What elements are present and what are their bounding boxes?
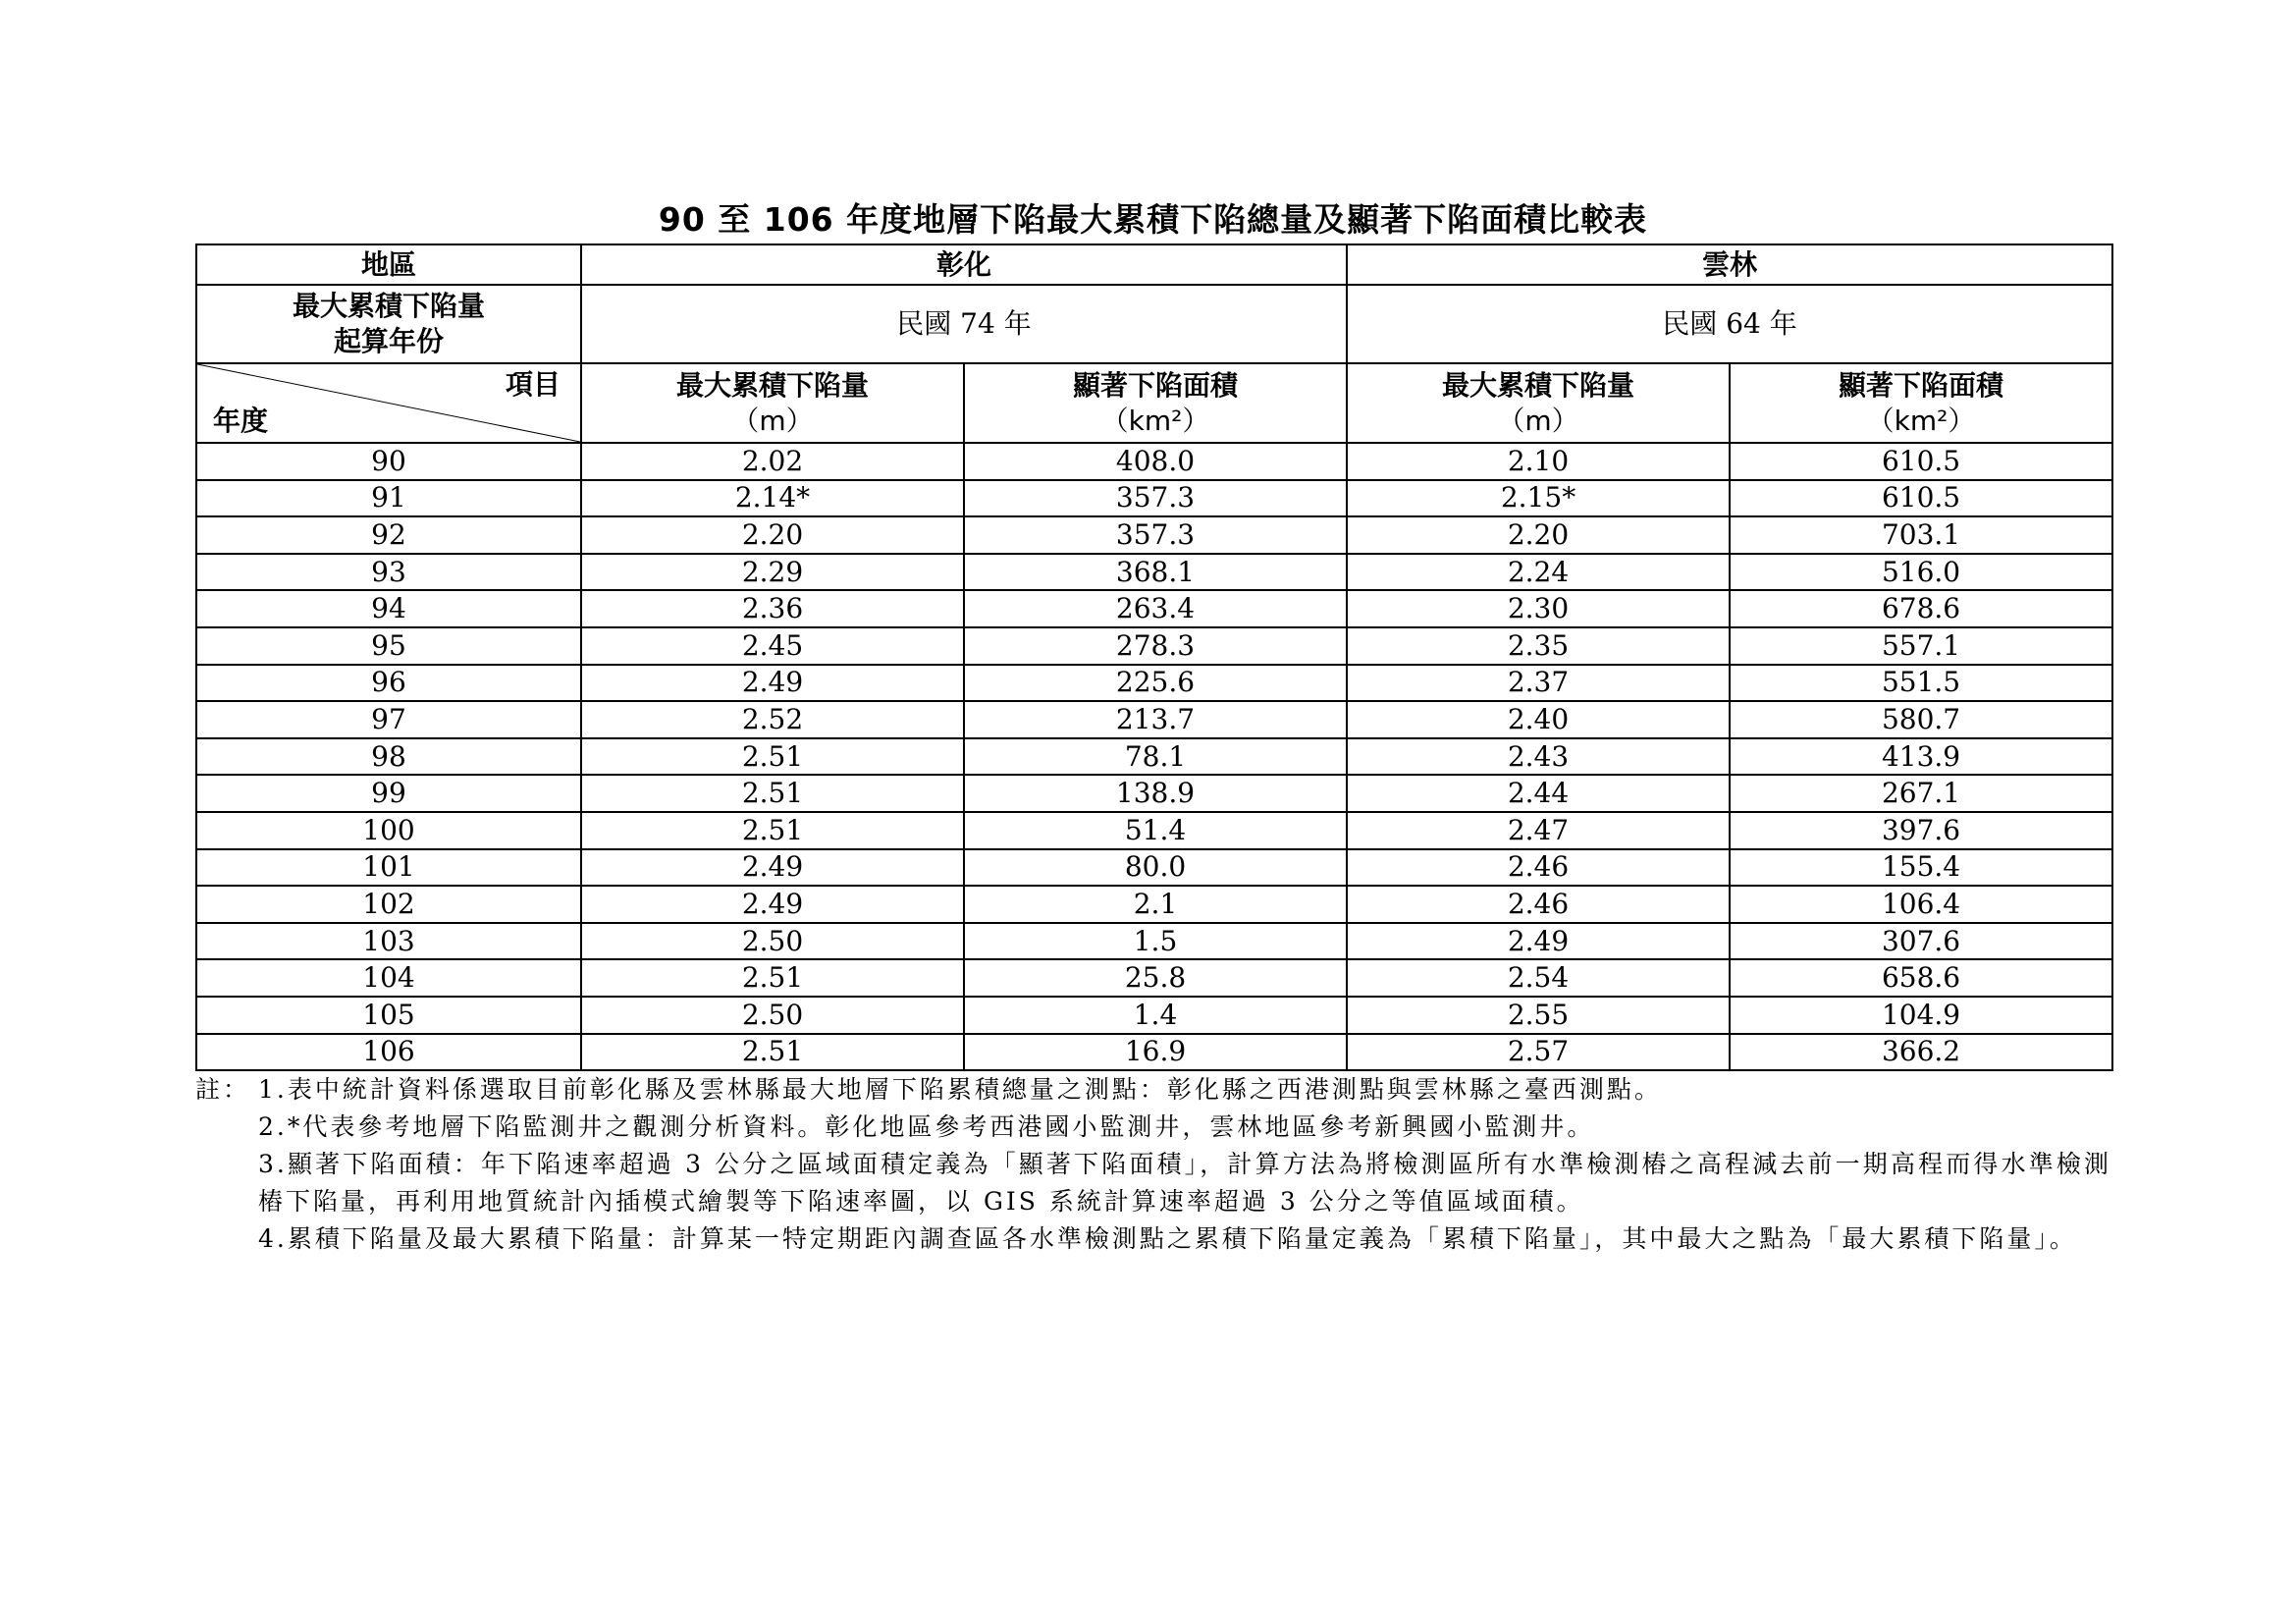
cell-yunlin-subsidence: 2.35 bbox=[1347, 627, 1730, 665]
cell-changhua-area: 368.1 bbox=[964, 554, 1347, 591]
subsidence-comparison-table bbox=[195, 244, 2113, 1071]
table-row bbox=[196, 775, 2112, 812]
cell-changhua-area: 263.4 bbox=[964, 590, 1347, 627]
cell-yunlin-area: 703.1 bbox=[1730, 516, 2112, 554]
col-subsidence-title: 最大累積下陷量 bbox=[675, 368, 869, 402]
cell-yunlin-area: 678.6 bbox=[1730, 590, 2112, 627]
cell-changhua-subsidence: 2.51 bbox=[581, 738, 964, 776]
cell-changhua-area: 80.0 bbox=[964, 849, 1347, 887]
cell-yunlin-subsidence: 2.46 bbox=[1347, 886, 1730, 923]
cell-yunlin-subsidence: 2.44 bbox=[1347, 775, 1730, 812]
cell-year: 98 bbox=[196, 738, 581, 776]
cell-yunlin-area: 557.1 bbox=[1730, 627, 2112, 665]
cell-yunlin-area: 397.6 bbox=[1730, 812, 2112, 849]
note-3 bbox=[195, 1146, 2111, 1220]
col-area-unit: （km²） bbox=[1866, 404, 1976, 437]
cell-yunlin-area: 580.7 bbox=[1730, 701, 2112, 738]
cell-yunlin-area: 267.1 bbox=[1730, 775, 2112, 812]
cell-yunlin-subsidence: 2.47 bbox=[1347, 812, 1730, 849]
cell-year: 95 bbox=[196, 627, 581, 665]
cell-yunlin-subsidence: 2.10 bbox=[1347, 443, 1730, 480]
cell-year: 91 bbox=[196, 480, 581, 517]
cell-yunlin-subsidence: 2.24 bbox=[1347, 554, 1730, 591]
col-area-unit: （km²） bbox=[1100, 404, 1210, 437]
note-prefix: 註： bbox=[195, 1075, 251, 1104]
cell-yunlin-area: 104.9 bbox=[1730, 997, 2112, 1034]
cell-year: 100 bbox=[196, 812, 581, 849]
table-row bbox=[196, 590, 2112, 627]
cell-year: 90 bbox=[196, 443, 581, 480]
cell-changhua-subsidence: 2.36 bbox=[581, 590, 964, 627]
region-label: 地區 bbox=[196, 244, 581, 285]
cell-changhua-subsidence: 2.52 bbox=[581, 701, 964, 738]
region-header-row bbox=[196, 244, 2112, 285]
cell-year: 99 bbox=[196, 775, 581, 812]
col-area-title: 顯著下陷面積 bbox=[1073, 368, 1239, 402]
note-2 bbox=[195, 1109, 2111, 1146]
cell-changhua-area: 1.5 bbox=[964, 923, 1347, 960]
cell-changhua-area: 408.0 bbox=[964, 443, 1347, 480]
cell-changhua-area: 225.6 bbox=[964, 665, 1347, 702]
col-subsidence-unit: （m） bbox=[731, 404, 814, 437]
cell-year: 103 bbox=[196, 923, 581, 960]
cell-yunlin-area: 551.5 bbox=[1730, 665, 2112, 702]
base-year-label-line1: 最大累積下陷量 bbox=[292, 290, 485, 322]
cell-yunlin-area: 516.0 bbox=[1730, 554, 2112, 591]
cell-year: 101 bbox=[196, 849, 581, 887]
table-row bbox=[196, 701, 2112, 738]
cell-yunlin-area: 610.5 bbox=[1730, 443, 2112, 480]
region-yunlin: 雲林 bbox=[1347, 244, 2112, 285]
cell-changhua-subsidence: 2.51 bbox=[581, 775, 964, 812]
cell-changhua-area: 357.3 bbox=[964, 480, 1347, 517]
cell-changhua-subsidence: 2.20 bbox=[581, 516, 964, 554]
table-row bbox=[196, 959, 2112, 997]
cell-changhua-area: 2.1 bbox=[964, 886, 1347, 923]
col-subsidence-title: 最大累積下陷量 bbox=[1442, 368, 1635, 402]
note-4 bbox=[195, 1220, 2111, 1258]
data-rows bbox=[196, 443, 2112, 1070]
cell-changhua-subsidence: 2.50 bbox=[581, 923, 964, 960]
cell-year: 96 bbox=[196, 665, 581, 702]
table-row bbox=[196, 997, 2112, 1034]
page-title: 90 至 106 年度地層下陷最大累積下陷總量及顯著下陷面積比較表 bbox=[658, 200, 1648, 239]
notes bbox=[195, 1071, 2111, 1258]
cell-year: 93 bbox=[196, 554, 581, 591]
cell-yunlin-area: 155.4 bbox=[1730, 849, 2112, 887]
cell-year: 94 bbox=[196, 590, 581, 627]
cell-changhua-subsidence: 2.49 bbox=[581, 665, 964, 702]
cell-changhua-area: 51.4 bbox=[964, 812, 1347, 849]
cell-changhua-subsidence: 2.45 bbox=[581, 627, 964, 665]
table-row bbox=[196, 480, 2112, 517]
cell-yunlin-area: 413.9 bbox=[1730, 738, 2112, 776]
cell-changhua-subsidence: 2.14* bbox=[581, 480, 964, 517]
cell-yunlin-subsidence: 2.43 bbox=[1347, 738, 1730, 776]
table-row bbox=[196, 443, 2112, 480]
cell-changhua-area: 1.4 bbox=[964, 997, 1347, 1034]
cell-changhua-subsidence: 2.50 bbox=[581, 997, 964, 1034]
cell-changhua-subsidence: 2.51 bbox=[581, 1034, 964, 1071]
cell-changhua-area: 213.7 bbox=[964, 701, 1347, 738]
column-header-row bbox=[196, 363, 2112, 443]
cell-yunlin-subsidence: 2.40 bbox=[1347, 701, 1730, 738]
note-3-text: 3.顯著下陷面積：年下陷速率超過 3 公分之區域面積定義為「顯著下陷面積」，計算方法為將檢測區所有水準檢測樁之高程減去前一期高程而得水準檢測樁下陷量，再利用地質統計內插模式繪製等下陷速率圖，以 GIS 系統計算速率超過 3 公分之等值區域面積。 bbox=[258, 1150, 2111, 1216]
base-year-yunlin: 民國 64 年 bbox=[1347, 285, 2112, 363]
cell-changhua-area: 357.3 bbox=[964, 516, 1347, 554]
cell-yunlin-area: 658.6 bbox=[1730, 959, 2112, 997]
cell-yunlin-subsidence: 2.57 bbox=[1347, 1034, 1730, 1071]
table-row bbox=[196, 554, 2112, 591]
col-area-title: 顯著下陷面積 bbox=[1839, 368, 2004, 402]
cell-year: 92 bbox=[196, 516, 581, 554]
table-row bbox=[196, 627, 2112, 665]
table-row bbox=[196, 665, 2112, 702]
cell-yunlin-subsidence: 2.20 bbox=[1347, 516, 1730, 554]
cell-changhua-area: 25.8 bbox=[964, 959, 1347, 997]
cell-yunlin-subsidence: 2.49 bbox=[1347, 923, 1730, 960]
cell-changhua-subsidence: 2.51 bbox=[581, 812, 964, 849]
table-row bbox=[196, 886, 2112, 923]
table-row bbox=[196, 849, 2112, 887]
cell-year: 104 bbox=[196, 959, 581, 997]
table-row bbox=[196, 1034, 2112, 1071]
cell-yunlin-area: 366.2 bbox=[1730, 1034, 2112, 1071]
cell-yunlin-subsidence: 2.46 bbox=[1347, 849, 1730, 887]
base-year-label-line2: 起算年份 bbox=[333, 325, 444, 357]
col-subsidence-unit: （m） bbox=[1497, 404, 1579, 437]
base-year-row bbox=[196, 285, 2112, 363]
table-row bbox=[196, 516, 2112, 554]
diagonal-header-cell bbox=[196, 363, 581, 443]
table-row bbox=[196, 738, 2112, 776]
cell-yunlin-subsidence: 2.30 bbox=[1347, 590, 1730, 627]
cell-yunlin-subsidence: 2.37 bbox=[1347, 665, 1730, 702]
region-changhua: 彰化 bbox=[581, 244, 1347, 285]
cell-yunlin-subsidence: 2.15* bbox=[1347, 480, 1730, 517]
cell-yunlin-area: 307.6 bbox=[1730, 923, 2112, 960]
base-year-label bbox=[196, 285, 581, 363]
col-yunlin-subsidence bbox=[1347, 363, 1730, 443]
note-4-text: 4.累積下陷量及最大累積下陷量：計算某一特定期距內調查區各水準檢測點之累積下陷量定義為「累積下陷量」，其中最大之點為「最大累積下陷量」。 bbox=[258, 1224, 2077, 1253]
col-changhua-subsidence bbox=[581, 363, 964, 443]
cell-changhua-area: 278.3 bbox=[964, 627, 1347, 665]
cell-changhua-subsidence: 2.51 bbox=[581, 959, 964, 997]
cell-year: 106 bbox=[196, 1034, 581, 1071]
cell-changhua-subsidence: 2.29 bbox=[581, 554, 964, 591]
cell-changhua-subsidence: 2.49 bbox=[581, 849, 964, 887]
cell-yunlin-area: 106.4 bbox=[1730, 886, 2112, 923]
cell-year: 97 bbox=[196, 701, 581, 738]
note-1-text: 1.表中統計資料係選取目前彰化縣及雲林縣最大地層下陷累積總量之測點：彰化縣之西港測點與雲林縣之臺西測點。 bbox=[258, 1075, 1662, 1104]
cell-changhua-area: 78.1 bbox=[964, 738, 1347, 776]
col-changhua-area bbox=[964, 363, 1347, 443]
note-1 bbox=[195, 1071, 2111, 1109]
cell-yunlin-area: 610.5 bbox=[1730, 480, 2112, 517]
col-yunlin-area bbox=[1730, 363, 2112, 443]
cell-changhua-subsidence: 2.02 bbox=[581, 443, 964, 480]
cell-year: 105 bbox=[196, 997, 581, 1034]
table-row bbox=[196, 812, 2112, 849]
cell-changhua-subsidence: 2.49 bbox=[581, 886, 964, 923]
cell-changhua-area: 16.9 bbox=[964, 1034, 1347, 1071]
cell-yunlin-subsidence: 2.54 bbox=[1347, 959, 1730, 997]
cell-year: 102 bbox=[196, 886, 581, 923]
base-year-changhua: 民國 74 年 bbox=[581, 285, 1347, 363]
year-label: 年度 bbox=[213, 405, 269, 437]
note-2-text: 2.*代表參考地層下陷監測井之觀測分析資料。彰化地區參考西港國小監測井，雲林地區參考新興國小監測井。 bbox=[258, 1112, 1595, 1141]
cell-changhua-area: 138.9 bbox=[964, 775, 1347, 812]
table-row bbox=[196, 923, 2112, 960]
item-label: 項目 bbox=[505, 368, 561, 401]
cell-yunlin-subsidence: 2.55 bbox=[1347, 997, 1730, 1034]
